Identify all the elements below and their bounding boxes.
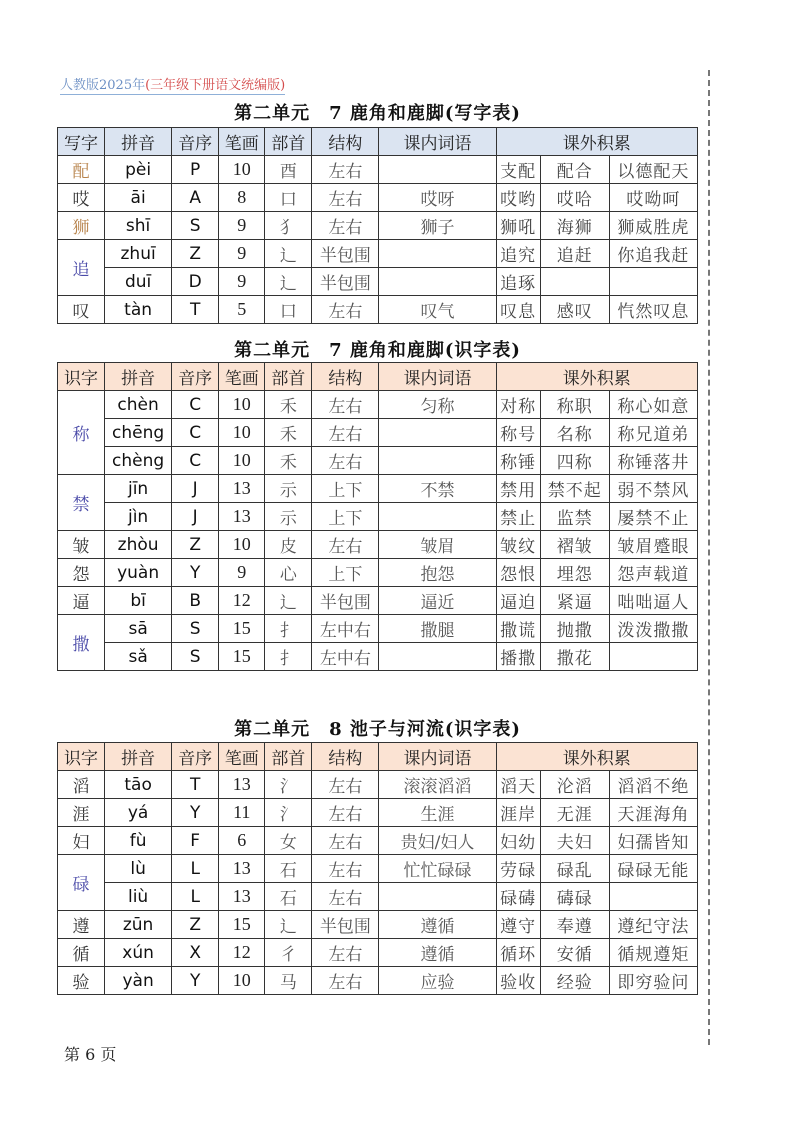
radical-cell: 示	[265, 503, 312, 531]
radical-cell: 禾	[265, 419, 312, 447]
pinyin-cell: chèng	[105, 447, 172, 475]
extra-words-cell: 咄咄逼人	[609, 587, 697, 615]
radical-cell: 石	[265, 883, 312, 911]
column-header: 课内词语	[379, 363, 496, 391]
radical-cell: 口	[265, 296, 312, 324]
structure-cell: 左右	[312, 447, 379, 475]
radical-cell: 彳	[265, 939, 312, 967]
strokes-cell: 10	[219, 531, 265, 559]
table-row	[58, 156, 698, 184]
strokes-cell: 10	[219, 419, 265, 447]
table-row	[58, 419, 698, 447]
column-header: 课外积累	[496, 743, 697, 771]
structure-cell: 左右	[312, 156, 379, 184]
lesson-words-cell: 叹气	[379, 296, 496, 324]
table-row	[58, 296, 698, 324]
structure-cell: 左右	[312, 967, 379, 995]
extra-words-cell: 夫妇	[540, 827, 609, 855]
extra-words-cell: 狮吼	[496, 212, 540, 240]
extra-words-cell: 无涯	[540, 799, 609, 827]
lesson-words-cell: 抱怨	[379, 559, 496, 587]
pinyin-cell: xún	[105, 939, 172, 967]
column-header: 部首	[265, 743, 312, 771]
column-header: 笔画	[219, 363, 265, 391]
structure-cell: 左右	[312, 883, 379, 911]
extra-words-cell: 经验	[540, 967, 609, 995]
radical-cell: 石	[265, 855, 312, 883]
extra-words-cell: 沦滔	[540, 771, 609, 799]
extra-words-cell: 褶皱	[540, 531, 609, 559]
pinyin-cell: liù	[105, 883, 172, 911]
extra-words-cell: 碡碌	[540, 883, 609, 911]
pinyin-cell: zhòu	[105, 531, 172, 559]
column-header: 写字	[58, 128, 105, 156]
header-row	[58, 128, 698, 156]
extra-words-cell: 紧逼	[540, 587, 609, 615]
radical-cell: 马	[265, 967, 312, 995]
extra-words-cell: 皱眉蹙眼	[609, 531, 697, 559]
table-row	[58, 771, 698, 799]
table-row	[58, 643, 698, 671]
initial-cell: S	[172, 615, 219, 643]
initial-cell: T	[172, 296, 219, 324]
character-cell: 遵	[58, 911, 105, 939]
extra-words-cell: 撒谎	[496, 615, 540, 643]
lesson-words-cell: 不禁	[379, 475, 496, 503]
extra-words-cell: 哎呦呵	[609, 184, 697, 212]
structure-cell: 左右	[312, 799, 379, 827]
column-header: 识字	[58, 743, 105, 771]
extra-words-cell: 禁不起	[540, 475, 609, 503]
extra-words-cell: 哎哈	[540, 184, 609, 212]
extra-words-cell: 称锤落井	[609, 447, 697, 475]
extra-words-cell: 皱纹	[496, 531, 540, 559]
radical-cell: 酉	[265, 156, 312, 184]
extra-words-cell: 你追我赶	[609, 240, 697, 268]
initial-cell: Y	[172, 799, 219, 827]
strokes-cell: 6	[219, 827, 265, 855]
structure-cell: 上下	[312, 475, 379, 503]
extra-words-cell: 称锤	[496, 447, 540, 475]
strokes-cell: 11	[219, 799, 265, 827]
character-cell: 狮	[58, 212, 105, 240]
character-cell: 称	[58, 391, 105, 475]
initial-cell: Y	[172, 967, 219, 995]
column-header: 结构	[312, 743, 379, 771]
table-row	[58, 911, 698, 939]
strokes-cell: 15	[219, 615, 265, 643]
table-row	[58, 212, 698, 240]
initial-cell: A	[172, 184, 219, 212]
extra-words-cell	[609, 643, 697, 671]
character-cell: 逼	[58, 587, 105, 615]
extra-words-cell: 播撒	[496, 643, 540, 671]
radical-cell: 氵	[265, 771, 312, 799]
extra-words-cell: 支配	[496, 156, 540, 184]
extra-words-cell: 涯岸	[496, 799, 540, 827]
character-cell: 循	[58, 939, 105, 967]
radical-cell: 辶	[265, 911, 312, 939]
reading-chars-table-lesson8	[57, 742, 698, 995]
strokes-cell: 13	[219, 503, 265, 531]
lesson-words-cell	[379, 156, 496, 184]
strokes-cell: 13	[219, 475, 265, 503]
lesson-words-cell	[379, 240, 496, 268]
extra-words-cell: 遵守	[496, 911, 540, 939]
structure-cell: 左右	[312, 939, 379, 967]
strokes-cell: 12	[219, 939, 265, 967]
structure-cell: 半包围	[312, 587, 379, 615]
pinyin-cell: tāo	[105, 771, 172, 799]
table-title: 第二单元 7 鹿角和鹿脚(写字表)	[234, 103, 521, 124]
extra-words-cell: 奉遵	[540, 911, 609, 939]
initial-cell: B	[172, 587, 219, 615]
lesson-words-cell	[379, 419, 496, 447]
pinyin-cell: sǎ	[105, 643, 172, 671]
lesson-words-cell: 应验	[379, 967, 496, 995]
table-row	[58, 855, 698, 883]
initial-cell: S	[172, 212, 219, 240]
character-cell: 皱	[58, 531, 105, 559]
table-row	[58, 827, 698, 855]
column-header: 课外积累	[496, 363, 697, 391]
table-row	[58, 447, 698, 475]
radical-cell: 禾	[265, 447, 312, 475]
table-row	[58, 587, 698, 615]
column-header: 部首	[265, 128, 312, 156]
pinyin-cell: tàn	[105, 296, 172, 324]
pinyin-cell: zhuī	[105, 240, 172, 268]
initial-cell: J	[172, 475, 219, 503]
character-cell: 碌	[58, 855, 105, 911]
character-cell: 禁	[58, 475, 105, 531]
initial-cell: X	[172, 939, 219, 967]
lesson-words-cell: 滚滚滔滔	[379, 771, 496, 799]
lesson-words-cell: 生涯	[379, 799, 496, 827]
strokes-cell: 9	[219, 268, 265, 296]
extra-words-cell: 逼迫	[496, 587, 540, 615]
table-row	[58, 240, 698, 268]
lesson-words-cell	[379, 883, 496, 911]
strokes-cell: 5	[219, 296, 265, 324]
character-cell: 哎	[58, 184, 105, 212]
extra-words-cell	[609, 268, 697, 296]
header-row	[58, 363, 698, 391]
extra-words-cell: 妇幼	[496, 827, 540, 855]
character-cell: 叹	[58, 296, 105, 324]
structure-cell: 左右	[312, 184, 379, 212]
column-header: 笔画	[219, 743, 265, 771]
strokes-cell: 8	[219, 184, 265, 212]
table-row	[58, 939, 698, 967]
structure-cell: 左右	[312, 296, 379, 324]
extra-words-cell	[540, 268, 609, 296]
strokes-cell: 15	[219, 643, 265, 671]
pinyin-cell: yá	[105, 799, 172, 827]
extra-words-cell: 滔滔不绝	[609, 771, 697, 799]
lesson-words-cell: 撒腿	[379, 615, 496, 643]
extra-words-cell: 名称	[540, 419, 609, 447]
pinyin-cell: chēng	[105, 419, 172, 447]
table-row	[58, 503, 698, 531]
extra-words-cell: 感叹	[540, 296, 609, 324]
strokes-cell: 12	[219, 587, 265, 615]
pinyin-cell: jìn	[105, 503, 172, 531]
column-header: 课外积累	[496, 128, 697, 156]
table-row	[58, 615, 698, 643]
grade-label: (三年级下册语文统编版)	[145, 78, 286, 93]
extra-words-cell	[609, 883, 697, 911]
column-header: 笔画	[219, 128, 265, 156]
structure-cell: 左中右	[312, 643, 379, 671]
initial-cell: Z	[172, 911, 219, 939]
table-row	[58, 475, 698, 503]
strokes-cell: 10	[219, 156, 265, 184]
lesson-words-cell: 遵循	[379, 911, 496, 939]
column-header: 识字	[58, 363, 105, 391]
initial-cell: S	[172, 643, 219, 671]
pinyin-cell: pèi	[105, 156, 172, 184]
extra-words-cell: 循环	[496, 939, 540, 967]
lesson-words-cell	[379, 447, 496, 475]
initial-cell: T	[172, 771, 219, 799]
structure-cell: 左右	[312, 855, 379, 883]
extra-words-cell: 禁止	[496, 503, 540, 531]
pinyin-cell: fù	[105, 827, 172, 855]
extra-words-cell: 对称	[496, 391, 540, 419]
initial-cell: Y	[172, 559, 219, 587]
pinyin-cell: shī	[105, 212, 172, 240]
structure-cell: 左右	[312, 827, 379, 855]
initial-cell: D	[172, 268, 219, 296]
structure-cell: 上下	[312, 503, 379, 531]
table-row	[58, 967, 698, 995]
column-header: 结构	[312, 363, 379, 391]
character-cell: 怨	[58, 559, 105, 587]
strokes-cell: 13	[219, 883, 265, 911]
extra-words-cell: 天涯海角	[609, 799, 697, 827]
initial-cell: Z	[172, 240, 219, 268]
extra-words-cell: 追究	[496, 240, 540, 268]
extra-words-cell: 即穷验问	[609, 967, 697, 995]
table-row	[58, 799, 698, 827]
lesson-words-cell: 狮子	[379, 212, 496, 240]
structure-cell: 左右	[312, 391, 379, 419]
radical-cell: 扌	[265, 643, 312, 671]
initial-cell: L	[172, 855, 219, 883]
table-row	[58, 391, 698, 419]
structure-cell: 左右	[312, 531, 379, 559]
initial-cell: C	[172, 447, 219, 475]
extra-words-cell: 抛撒	[540, 615, 609, 643]
column-header: 拼音	[105, 363, 172, 391]
column-header: 音序	[172, 128, 219, 156]
column-header: 拼音	[105, 743, 172, 771]
extra-words-cell: 碌碌无能	[609, 855, 697, 883]
initial-cell: Z	[172, 531, 219, 559]
pinyin-cell: lù	[105, 855, 172, 883]
structure-cell: 上下	[312, 559, 379, 587]
extra-words-cell: 妇孺皆知	[609, 827, 697, 855]
column-header: 拼音	[105, 128, 172, 156]
initial-cell: C	[172, 419, 219, 447]
pinyin-cell: chèn	[105, 391, 172, 419]
lesson-words-cell: 皱眉	[379, 531, 496, 559]
radical-cell: 女	[265, 827, 312, 855]
extra-words-cell: 泼泼撒撒	[609, 615, 697, 643]
extra-words-cell: 称职	[540, 391, 609, 419]
character-cell: 妇	[58, 827, 105, 855]
character-cell: 配	[58, 156, 105, 184]
column-header: 课内词语	[379, 743, 496, 771]
strokes-cell: 9	[219, 212, 265, 240]
reading-chars-table-lesson7	[57, 362, 698, 671]
lesson-words-cell: 逼近	[379, 587, 496, 615]
extra-words-cell: 监禁	[540, 503, 609, 531]
edition-header	[60, 74, 285, 95]
pinyin-cell: zūn	[105, 911, 172, 939]
radical-cell: 辶	[265, 268, 312, 296]
extra-words-cell: 安循	[540, 939, 609, 967]
table-title: 第二单元 8 池子与河流(识字表)	[234, 719, 521, 740]
extra-words-cell: 怨声载道	[609, 559, 697, 587]
strokes-cell: 9	[219, 559, 265, 587]
header-row	[58, 743, 698, 771]
lesson-words-cell: 哎呀	[379, 184, 496, 212]
initial-cell: J	[172, 503, 219, 531]
table-row	[58, 531, 698, 559]
character-cell: 滔	[58, 771, 105, 799]
extra-words-cell: 忾然叹息	[609, 296, 697, 324]
structure-cell: 左右	[312, 212, 379, 240]
table-row	[58, 184, 698, 212]
structure-cell: 半包围	[312, 268, 379, 296]
extra-words-cell: 遵纪守法	[609, 911, 697, 939]
extra-words-cell: 埋怨	[540, 559, 609, 587]
pinyin-cell: bī	[105, 587, 172, 615]
cut-line-divider	[708, 70, 710, 1045]
radical-cell: 辶	[265, 587, 312, 615]
column-header: 课内词语	[379, 128, 496, 156]
extra-words-cell: 验收	[496, 967, 540, 995]
radical-cell: 心	[265, 559, 312, 587]
radical-cell: 犭	[265, 212, 312, 240]
pinyin-cell: duī	[105, 268, 172, 296]
strokes-cell: 10	[219, 967, 265, 995]
extra-words-cell: 称兄道弟	[609, 419, 697, 447]
initial-cell: P	[172, 156, 219, 184]
structure-cell: 左右	[312, 419, 379, 447]
pinyin-cell: jīn	[105, 475, 172, 503]
extra-words-cell: 追赶	[540, 240, 609, 268]
extra-words-cell: 屡禁不止	[609, 503, 697, 531]
extra-words-cell: 追琢	[496, 268, 540, 296]
strokes-cell: 13	[219, 771, 265, 799]
lesson-words-cell: 匀称	[379, 391, 496, 419]
extra-words-cell: 弱不禁风	[609, 475, 697, 503]
lesson-words-cell	[379, 268, 496, 296]
table-row	[58, 268, 698, 296]
initial-cell: C	[172, 391, 219, 419]
strokes-cell: 10	[219, 447, 265, 475]
extra-words-cell: 禁用	[496, 475, 540, 503]
strokes-cell: 15	[219, 911, 265, 939]
pinyin-cell: yàn	[105, 967, 172, 995]
table-row	[58, 883, 698, 911]
extra-words-cell: 滔天	[496, 771, 540, 799]
extra-words-cell: 称号	[496, 419, 540, 447]
extra-words-cell: 海狮	[540, 212, 609, 240]
column-header: 音序	[172, 743, 219, 771]
structure-cell: 半包围	[312, 911, 379, 939]
lesson-words-cell: 贵妇/妇人	[379, 827, 496, 855]
extra-words-cell: 称心如意	[609, 391, 697, 419]
extra-words-cell: 碌乱	[540, 855, 609, 883]
character-cell: 撒	[58, 615, 105, 671]
radical-cell: 禾	[265, 391, 312, 419]
extra-words-cell: 叹息	[496, 296, 540, 324]
column-header: 部首	[265, 363, 312, 391]
initial-cell: L	[172, 883, 219, 911]
pinyin-cell: yuàn	[105, 559, 172, 587]
strokes-cell: 9	[219, 240, 265, 268]
extra-words-cell: 以德配天	[609, 156, 697, 184]
extra-words-cell: 循规遵矩	[609, 939, 697, 967]
column-header: 音序	[172, 363, 219, 391]
strokes-cell: 13	[219, 855, 265, 883]
structure-cell: 左中右	[312, 615, 379, 643]
radical-cell: 氵	[265, 799, 312, 827]
extra-words-cell: 四称	[540, 447, 609, 475]
character-cell: 验	[58, 967, 105, 995]
column-header: 结构	[312, 128, 379, 156]
pinyin-cell: sā	[105, 615, 172, 643]
table-title: 第二单元 7 鹿角和鹿脚(识字表)	[234, 340, 521, 361]
strokes-cell: 10	[219, 391, 265, 419]
character-cell: 追	[58, 240, 105, 296]
lesson-words-cell: 忙忙碌碌	[379, 855, 496, 883]
edition-label: 人教版2025年	[60, 78, 146, 93]
lesson-words-cell: 遵循	[379, 939, 496, 967]
extra-words-cell: 撒花	[540, 643, 609, 671]
structure-cell: 半包围	[312, 240, 379, 268]
extra-words-cell: 怨恨	[496, 559, 540, 587]
writing-chars-table	[57, 127, 698, 324]
radical-cell: 皮	[265, 531, 312, 559]
lesson-words-cell	[379, 643, 496, 671]
extra-words-cell: 劳碌	[496, 855, 540, 883]
initial-cell: F	[172, 827, 219, 855]
radical-cell: 辶	[265, 240, 312, 268]
pinyin-cell: āi	[105, 184, 172, 212]
extra-words-cell: 狮威胜虎	[609, 212, 697, 240]
extra-words-cell: 配合	[540, 156, 609, 184]
page-number: 第 6 页	[64, 1045, 117, 1064]
radical-cell: 示	[265, 475, 312, 503]
lesson-words-cell	[379, 503, 496, 531]
structure-cell: 左右	[312, 771, 379, 799]
table-row	[58, 559, 698, 587]
radical-cell: 口	[265, 184, 312, 212]
extra-words-cell: 哎哟	[496, 184, 540, 212]
extra-words-cell: 碌碡	[496, 883, 540, 911]
character-cell: 涯	[58, 799, 105, 827]
radical-cell: 扌	[265, 615, 312, 643]
